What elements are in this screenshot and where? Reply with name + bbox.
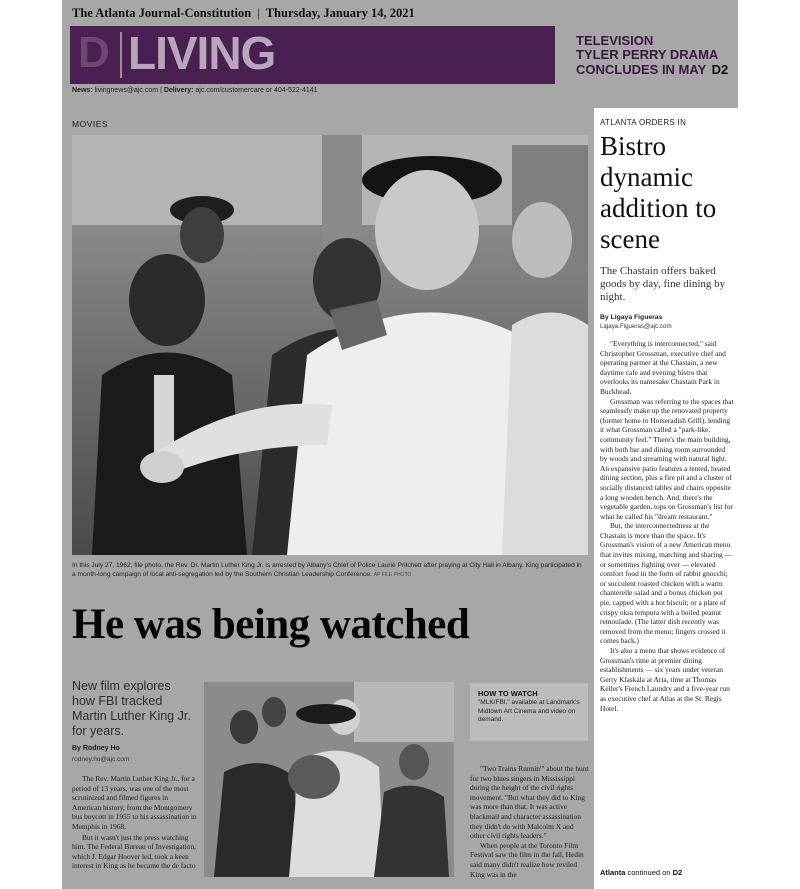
promo-kicker: TELEVISION	[576, 33, 654, 48]
section-banner	[70, 26, 555, 84]
main-headline[interactable]: He was being watched	[72, 601, 470, 648]
side-story-kicker: ATLANTA ORDERS IN	[600, 118, 687, 127]
main-author-email[interactable]: rodney.ho@ajc.com	[72, 756, 130, 763]
news-email: livingnews@ajc.com	[94, 87, 159, 94]
issue-date: Thursday, January 14, 2021	[265, 6, 415, 20]
section-name: LIVING	[128, 27, 276, 79]
main-body-paragraph: The Rev. Martin Luther King Jr., for a period of 13 years, was one of the most scrutinized and filmed figures in American history, from the Montgomery bus boycott in 1955 to his assassination in Memphis in 1968.	[72, 774, 197, 831]
story-kicker: MOVIES	[72, 119, 109, 129]
main-body-paragraph: But it wasn't just the press watching him. The Federal Bureau of Investigation, which J. Edgar Hoover led, took a keen interest in King as he became the de facto	[72, 832, 197, 871]
arrest-photo	[72, 135, 588, 555]
main-body-column-3	[470, 764, 590, 889]
side-body-paragraph: It's also a menu that shows evidence of Grossman's time at premier dining establishments — six years under veteran Gerry Klaskala at Aria, time at Thomas Keller's French Laundry and a five-year run as executive chef at Atlas at the St. Regis Hotel.	[600, 646, 730, 713]
jump-page-ref: D2	[672, 868, 683, 877]
main-body-column-1	[72, 774, 198, 889]
main-body-paragraph: "Two Trains Runnin'" about the hunt for two blues singers in Mississippi during the height of the civil rights movement. "But what they did to King was more than that. It was active blackmail and character assassination they didn't do with Malcolm X and other civil rights leaders."	[470, 764, 589, 841]
jump-line[interactable]: Atlanta continued on D2	[600, 868, 683, 877]
side-story-author-email[interactable]: Ligaya.Figueras@ajc.com	[600, 323, 672, 330]
promo-page-ref: D2	[711, 62, 729, 77]
crowd-photo	[204, 682, 454, 877]
main-body-paragraph: When people at the Toronto Film Festival saw the film in the fall, Hedin said many didn't realize how reviled King was in the	[470, 840, 584, 879]
main-byline: By Rodney Ho	[72, 745, 120, 752]
side-body-paragraph: "Everything is interconnected," said Christopher Grossman, executive chef and operating partner at the Chastain, a new daytime cafe and evening bistro that overlooks its namesake Chastain Park in Buckhead.	[600, 339, 726, 396]
section-letter: D	[78, 28, 110, 77]
side-body-paragraph: Grossman was referring to the spaces that seamlessly make up the renovated property (former home to Horseradish Grill), lending it what Grossman called a "park-like, community feel." There's the main building, with both bar and dining room surrounded by woods and streaming with natural light. An expansive patio features a tented, heated dining section, plus a fire pit and a cluster of socially distanced tables and chairs opposite a long wooden bench. And, there's the vegetable garden, tops on Grossman's list for what he called his "dream restaurant."	[600, 396, 734, 521]
contact-line: News: livingnews@ajc.com | Delivery: ajc.com/customercare or 404-522-4141	[72, 87, 318, 94]
how-to-watch-box	[470, 683, 588, 741]
how-to-watch-text: "MLK/FBI," available at Landmark's Midtown Art Cinema and video on demand.	[478, 699, 580, 723]
section-divider	[120, 32, 122, 78]
paper-name: The Atlanta Journal-Constitution	[72, 6, 252, 20]
promo-title-line1: TYLER PERRY DRAMA	[576, 47, 719, 62]
side-story-byline: By Ligaya Figueras	[600, 314, 663, 321]
side-story	[600, 118, 734, 817]
promo-title-line2: CONCLUDES IN MAY D2	[576, 62, 729, 77]
masthead	[72, 6, 415, 21]
masthead-separator: |	[257, 6, 260, 20]
delivery-info: ajc.com/customercare or 404-522-4141	[195, 87, 318, 94]
how-to-watch-heading: HOW TO WATCH	[478, 689, 538, 698]
side-body-paragraph: But, the interconnectedness at the Chastain is more than the space. It's Grossman's vision of a new American menu that invites mixing, matching and sharing — or sometimes fighting over — elevated comfort food in the form of rabbit gnocchi; or succulent roasted chicken with a warm chanterelle salad and a bonus chicken pot pie, capped with a hot biscuit; or a plate of crispy okra tempura with a boiled peanut remoulade. (The latter dish recently was removed from the menu; fingers crossed it comes back.)	[600, 521, 732, 646]
photo-credit: AP FILE PHOTO	[373, 572, 412, 578]
photo-caption: In this July 27, 1962, file photo, the Rev. Dr. Martin Luther King Jr. is arrested by Albany's Chief of Police Laurie Pritchett after praying at City Hall in Albany. King participated in a month-long campaign of local anti-segregation led by the Southern Christian Leadership Conference. AP FILE PHOTO	[72, 562, 582, 578]
promo-teaser[interactable]	[576, 34, 736, 77]
side-story-deck: The Chastain offers baked goods by day, fine dining by night.	[600, 265, 726, 303]
side-story-headline[interactable]: Bistro dynamic addition to scene	[600, 131, 717, 254]
side-story-body	[600, 339, 734, 817]
main-deck: New film explores how FBI tracked Martin Luther King Jr. for years.	[72, 679, 191, 738]
